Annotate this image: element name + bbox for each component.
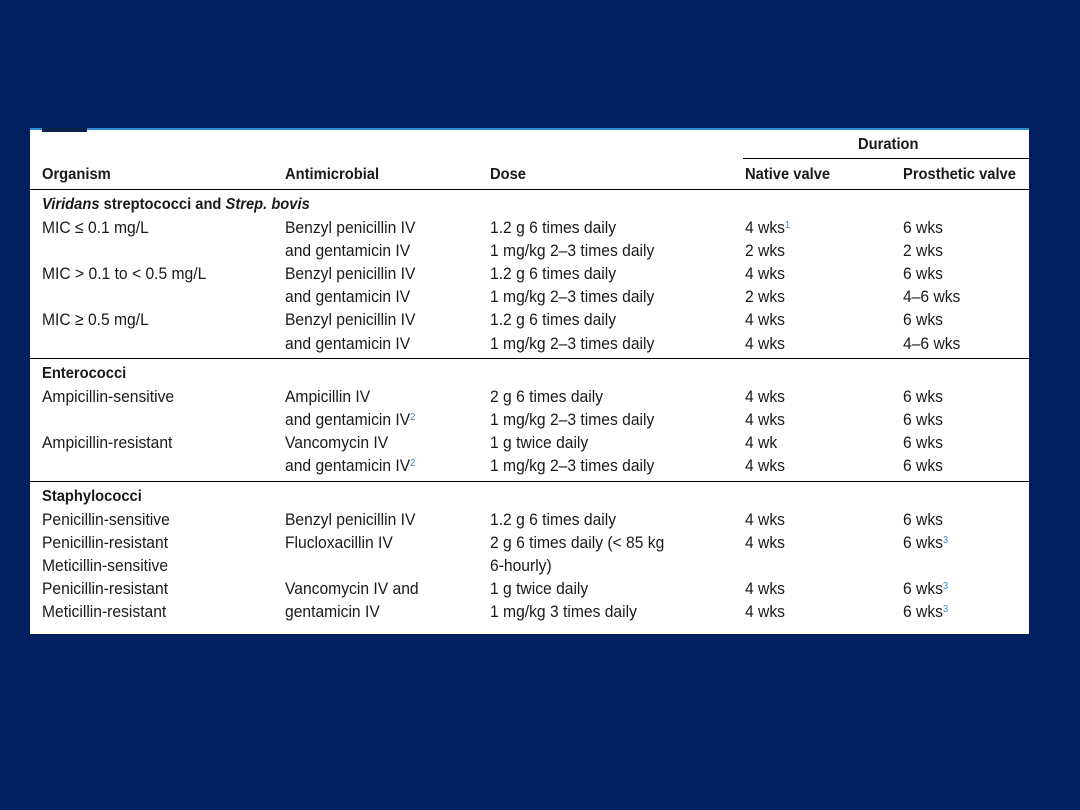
cell-dose [490, 264, 616, 284]
cell-text: 1 g twice daily [490, 579, 589, 599]
cell-text: 4–6 wks [903, 333, 961, 353]
cell-dose [490, 456, 654, 476]
cell-text: Vancomycin IV and [285, 579, 419, 599]
cell-antimicrobial [285, 510, 415, 530]
cell-antimicrobial [285, 456, 415, 476]
cell-dose [490, 287, 654, 307]
cell-dose [490, 241, 654, 261]
footnote-marker: 3 [942, 535, 949, 547]
cell-text: 6 wks [903, 510, 943, 529]
cell-dose [490, 387, 603, 407]
cell-antimicrobial [285, 310, 415, 330]
cell-text: Ampicillin-resistant [42, 433, 173, 453]
cell-text: 4 wks [745, 387, 785, 406]
cell-text: Flucloxacillin IV [285, 533, 393, 553]
cell-native [745, 241, 785, 261]
header-prosthetic-valve: Prosthetic valve [903, 166, 1016, 183]
cell-organism [42, 264, 206, 284]
header-antimicrobial: Antimicrobial [285, 166, 380, 183]
group-title-part: Viridans [42, 196, 100, 213]
cell-text: 1.2 g 6 times daily [490, 510, 617, 529]
cell-text: MIC ≥ 0.5 mg/L [42, 310, 149, 330]
cell-prosthetic [903, 334, 960, 354]
footnote-marker: 2 [410, 458, 416, 470]
cell-text: Penicillin-resistant [42, 579, 169, 599]
cell-prosthetic [903, 533, 948, 553]
group-title-part: streptococci and [99, 196, 226, 213]
cell-organism [42, 602, 166, 622]
cell-text: 6 wks [903, 533, 943, 553]
group-rule [30, 481, 1029, 482]
cell-native [745, 433, 777, 453]
header-native-valve: Native valve [745, 166, 831, 183]
cell-text: 4 wks [745, 510, 785, 529]
top-accent-block [42, 128, 87, 132]
cell-text: MIC ≤ 0.1 mg/L [42, 218, 149, 237]
header-organism: Organism [42, 166, 111, 183]
group-title-staphylococci: Staphylococci [42, 488, 142, 505]
cell-prosthetic [903, 218, 943, 238]
cell-text: 1.2 g 6 times daily [490, 218, 617, 237]
cell-antimicrobial [285, 218, 415, 238]
cell-text: Benzyl penicillin IV [285, 310, 416, 330]
cell-text: 4 wks [745, 533, 785, 553]
header-dose: Dose [490, 166, 526, 183]
cell-text: 2 g 6 times daily (< 85 kg [490, 533, 665, 553]
cell-text: 6 wks [903, 218, 943, 237]
cell-text: Penicillin-resistant [42, 533, 169, 553]
cell-prosthetic [903, 310, 943, 330]
footnote-marker: 1 [784, 220, 791, 231]
cell-native [745, 310, 785, 330]
cell-dose [490, 410, 654, 430]
cell-native [745, 410, 785, 430]
cell-dose [490, 579, 588, 599]
cell-organism [42, 310, 149, 330]
cell-text: Benzyl penicillin IV [285, 510, 416, 529]
cell-text: 4 wks [745, 579, 785, 599]
cell-antimicrobial [285, 533, 393, 553]
cell-native [745, 387, 785, 407]
cell-text: Ampicillin-sensitive [42, 387, 175, 406]
cell-antimicrobial [285, 410, 415, 430]
cell-prosthetic [903, 579, 948, 599]
cell-text: 1.2 g 6 times daily [490, 310, 617, 330]
cell-text: and gentamicin IV [285, 333, 411, 353]
cell-prosthetic [903, 602, 948, 622]
cell-text: 6-hourly) [490, 556, 552, 576]
cell-dose [490, 533, 664, 553]
cell-dose [490, 433, 588, 453]
cell-prosthetic [903, 241, 943, 261]
cell-text: 4 wks [745, 410, 785, 430]
cell-antimicrobial [285, 602, 380, 622]
cell-text: 1 mg/kg 2–3 times daily [490, 241, 655, 261]
cell-prosthetic [903, 433, 943, 453]
cell-text: Meticillin-sensitive [42, 556, 169, 576]
cell-native [745, 579, 785, 599]
cell-text: Meticillin-resistant [42, 602, 167, 622]
cell-organism [42, 533, 168, 553]
group-title-enterococci: Enterococci [42, 365, 127, 382]
cell-text: MIC > 0.1 to < 0.5 mg/L [42, 264, 207, 284]
cell-text: 6 wks [903, 264, 943, 284]
cell-text: Penicillin-sensitive [42, 510, 170, 529]
cell-antimicrobial [285, 579, 419, 599]
cell-text: 4–6 wks [903, 287, 961, 307]
cell-text: 2 g 6 times daily [490, 387, 604, 406]
cell-text: 2 wks [745, 241, 785, 261]
cell-antimicrobial [285, 433, 388, 453]
cell-prosthetic [903, 264, 943, 284]
footnote-marker: 3 [942, 581, 949, 593]
cell-dose [490, 510, 616, 530]
cell-text: 6 wks [903, 387, 943, 406]
cell-dose [490, 556, 552, 576]
cell-organism [42, 556, 168, 576]
cell-text: 4 wks [745, 456, 785, 476]
header-duration: Duration [858, 136, 919, 153]
cell-text: 4 wks [745, 218, 785, 237]
group-title-part: Strep. bovis [225, 196, 310, 213]
cell-native [745, 264, 785, 284]
cell-text: and gentamicin IV [285, 456, 411, 476]
header-rule [30, 189, 1029, 190]
cell-text: 4 wk [745, 433, 778, 453]
cell-dose [490, 334, 654, 354]
cell-text: 4 wks [745, 310, 785, 330]
cell-text: 6 wks [903, 410, 943, 430]
cell-text: 1 mg/kg 3 times daily [490, 602, 637, 622]
cell-native [745, 456, 785, 476]
cell-organism [42, 510, 170, 530]
duration-rule [743, 158, 1029, 159]
cell-dose [490, 310, 616, 330]
cell-text: 1 mg/kg 2–3 times daily [490, 410, 655, 430]
cell-text: gentamicin IV [285, 602, 380, 622]
cell-text: 1 mg/kg 2–3 times daily [490, 333, 655, 353]
cell-text: 6 wks [903, 602, 943, 622]
cell-text: 2 wks [903, 241, 943, 261]
cell-native [745, 602, 785, 622]
cell-antimicrobial [285, 287, 410, 307]
top-accent-line [30, 128, 1029, 130]
cell-text: 4 wks [745, 602, 785, 622]
antimicrobial-table [30, 128, 1029, 634]
cell-text: 2 wks [745, 287, 785, 307]
cell-organism [42, 218, 149, 238]
cell-text: 4 wks [745, 264, 785, 284]
cell-prosthetic [903, 410, 943, 430]
cell-native [745, 334, 785, 354]
cell-antimicrobial [285, 264, 415, 284]
cell-antimicrobial [285, 387, 370, 407]
cell-text: and gentamicin IV [285, 287, 411, 307]
cell-native [745, 218, 790, 238]
cell-prosthetic [903, 456, 943, 476]
cell-prosthetic [903, 387, 943, 407]
cell-text: 1 mg/kg 2–3 times daily [490, 456, 655, 476]
footnote-marker: 3 [942, 604, 949, 616]
cell-text: 1 mg/kg 2–3 times daily [490, 287, 655, 307]
cell-organism [42, 433, 172, 453]
cell-dose [490, 218, 616, 238]
footnote-marker: 2 [410, 412, 416, 424]
cell-organism [42, 579, 168, 599]
cell-native [745, 510, 785, 530]
cell-text: 6 wks [903, 433, 943, 453]
group-title-viridans [42, 195, 310, 215]
cell-text: and gentamicin IV [285, 410, 411, 430]
cell-organism [42, 387, 174, 407]
cell-text: 6 wks [903, 310, 943, 330]
cell-antimicrobial [285, 241, 410, 261]
cell-native [745, 533, 785, 553]
cell-native [745, 287, 785, 307]
group-rule [30, 358, 1029, 359]
cell-text: 6 wks [903, 456, 943, 476]
cell-prosthetic [903, 510, 943, 530]
cell-prosthetic [903, 287, 960, 307]
cell-text: Benzyl penicillin IV [285, 264, 416, 284]
cell-text: 1 g twice daily [490, 433, 589, 453]
cell-text: 4 wks [745, 333, 785, 353]
cell-dose [490, 602, 637, 622]
cell-text: Vancomycin IV [285, 433, 389, 453]
cell-text: 6 wks [903, 579, 943, 599]
cell-text: Ampicillin IV [285, 387, 371, 406]
cell-text: Benzyl penicillin IV [285, 218, 416, 237]
cell-antimicrobial [285, 334, 410, 354]
cell-text: and gentamicin IV [285, 241, 411, 261]
cell-text: 1.2 g 6 times daily [490, 264, 617, 284]
